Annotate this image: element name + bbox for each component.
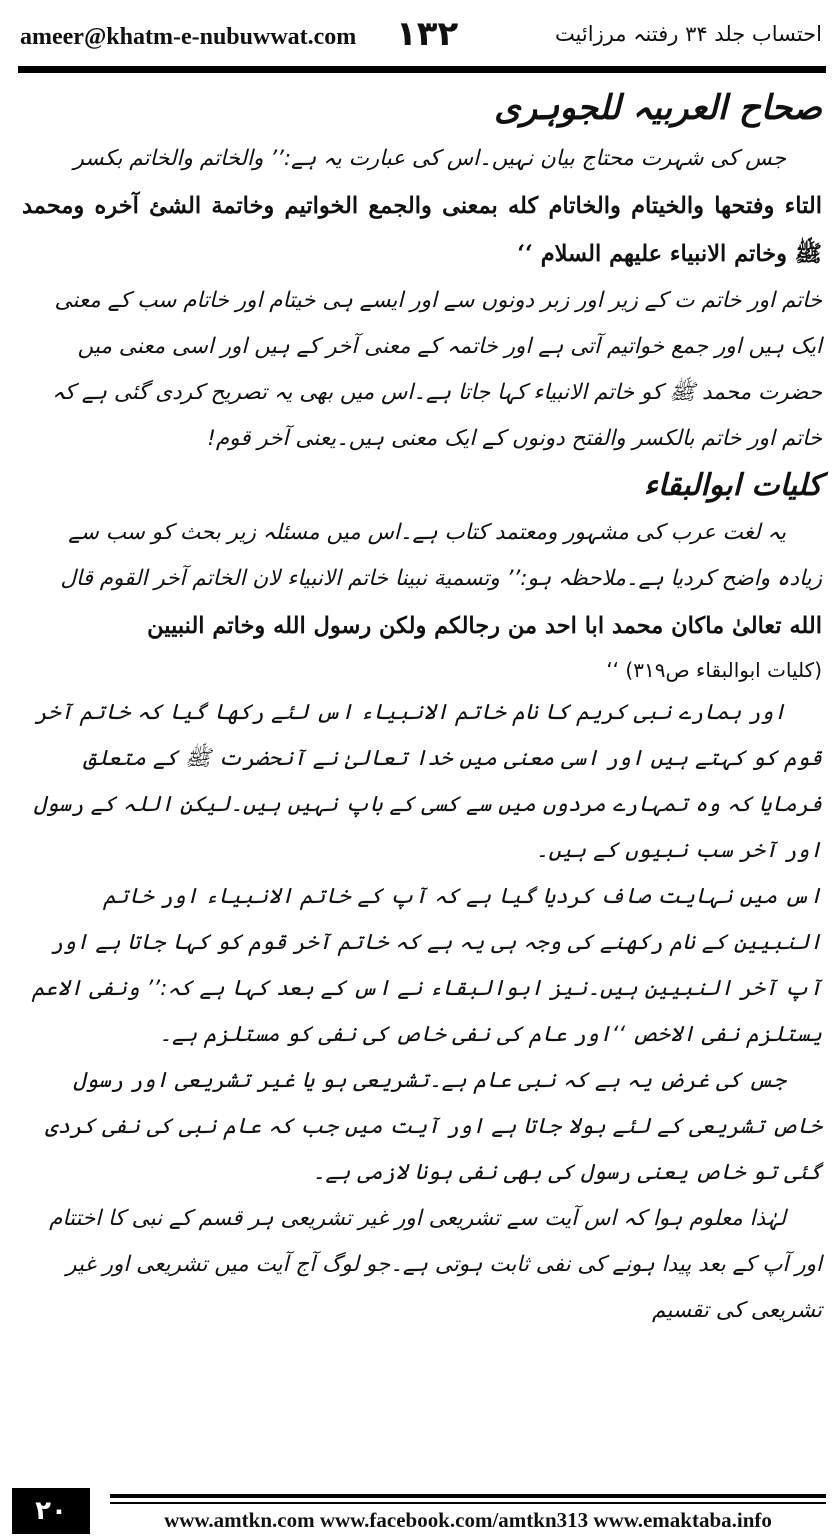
arabic-quote: الله تعالیٰ ماکان محمد ابا احد من رجالکم ولکن رسول الله وخاتم النبیین bbox=[147, 613, 822, 639]
paragraph: جس کی غرض یہ ہے کہ نبی عام ہے۔تشریعی ہو یا غیر تشریعی اور رسول خاص تشریعی کے لئے بولا جاتا ہے اور آیت میں جب کہ عام نبی کی نفی کردی گئی تو خاص یعنی رسول کی بھی نفی ہونا لازمی ہے۔ bbox=[44, 1068, 822, 1185]
footer-rule bbox=[110, 1494, 826, 1498]
header-email: ameer@khatm-e-nubuwwat.com bbox=[20, 24, 357, 50]
paragraph: خاتم اور خاتم ت کے زیر اور زبر دونوں سے اور ایسے ہی خیتام اور خاتام سب کے معنی ایک ہیں اور جمع خواتیم آتی ہے اور خاتمہ کے معنی آخر کے ہیں اور اسی معنی میں حضرت محمد ﷺ کو خاتم الانبیاء کہا جاتا ہے۔اس میں بھی یہ تصریح کردی گئی ہے کہ خاتم اور خاتم بالکسر والفتح دونوں کے ایک معنی ہیں۔یعنی آخر قوم! bbox=[52, 288, 822, 451]
citation: (کلیات ابوالبقاء ص۳۱۹) ‘‘ bbox=[606, 658, 822, 682]
body-text bbox=[22, 80, 822, 1334]
header-title: احتساب جلد ۳۴ رفتنہ مرزائیت bbox=[554, 22, 822, 46]
footer-rule-thin bbox=[110, 1502, 826, 1504]
paragraph: جس کی شہرت محتاج بیان نہیں۔اس کی عبارت یہ ہے:’’ والخاتم والخاتم بکسر bbox=[73, 146, 786, 171]
page-number: ۱۳۲ bbox=[396, 14, 459, 54]
paragraph: اس میں نہایت صاف کردیا گیا ہے کہ آپ کے خاتم الانبیاء اور خاتم النبیین کے نام رکھنے کی وجہ ہی یہ ہے کہ خاتم آخر قوم کو کہا جاتا ہے اور آپ آخر النبیین ہیں۔نیز ابوالبقاء نے اس کے بعد کہا ہے کہ:’’ ونفی الاعم یستلزم نفی الاخص ‘‘اور عام کی نفی خاص کی نفی کو مستلزم ہے۔ bbox=[31, 884, 822, 1047]
section-heading: کلیات ابوالبقاء bbox=[643, 468, 822, 503]
header-rule bbox=[18, 66, 826, 73]
footer-links: www.amtkn.com www.facebook.com/amtkn313 www.emaktaba.info bbox=[164, 1508, 772, 1532]
arabic-quote: التاء وفتحها والخیتام والخاتام کله بمعنی والجمع الخواتیم وخاتمة الشئ آخره ومحمد ﷺ وخاتم الانبیاء علیهم السلام ‘‘ bbox=[22, 193, 822, 267]
section-heading: صحاح العربیہ للجوہری bbox=[494, 88, 822, 128]
paragraph: لہٰذا معلوم ہوا کہ اس آیت سے تشریعی اور غیر تشریعی ہر قسم کے نبی کا اختتام اور آپ کے بعد پیدا ہونے کی نفی ثابت ہوتی ہے۔جو لوگ آج آیت میں تشریعی اور غیر تشریعی کی تقسیم bbox=[49, 1206, 822, 1323]
paragraph: اور ہمارے نبی کریم کا نام خاتم الانبیاء اس لئے رکھا گیا کہ خاتم آخر قوم کو کہتے ہیں اور اسی معنی میں خدا تعالیٰ نے آنحضرت ﷺ کے متعلق فرمایا کہ وہ تمہارے مردوں میں سے کسی کے باپ نہیں ہیں۔لیکن اللہ کے رسول اور آخر سب نبیوں کے ہیں۔ bbox=[33, 700, 822, 863]
footer-number-box: ۲۰ bbox=[12, 1488, 90, 1534]
paragraph: یہ لغت عرب کی مشہور ومعتمد کتاب ہے۔اس میں مسئلہ زیر بحث کو سب سے زیادہ واضح کردیا ہے۔ملاحظہ ہو:’’ وتسمیة نبینا خاتم الانبیاء لان الخاتم آخر القوم قال bbox=[60, 520, 822, 591]
